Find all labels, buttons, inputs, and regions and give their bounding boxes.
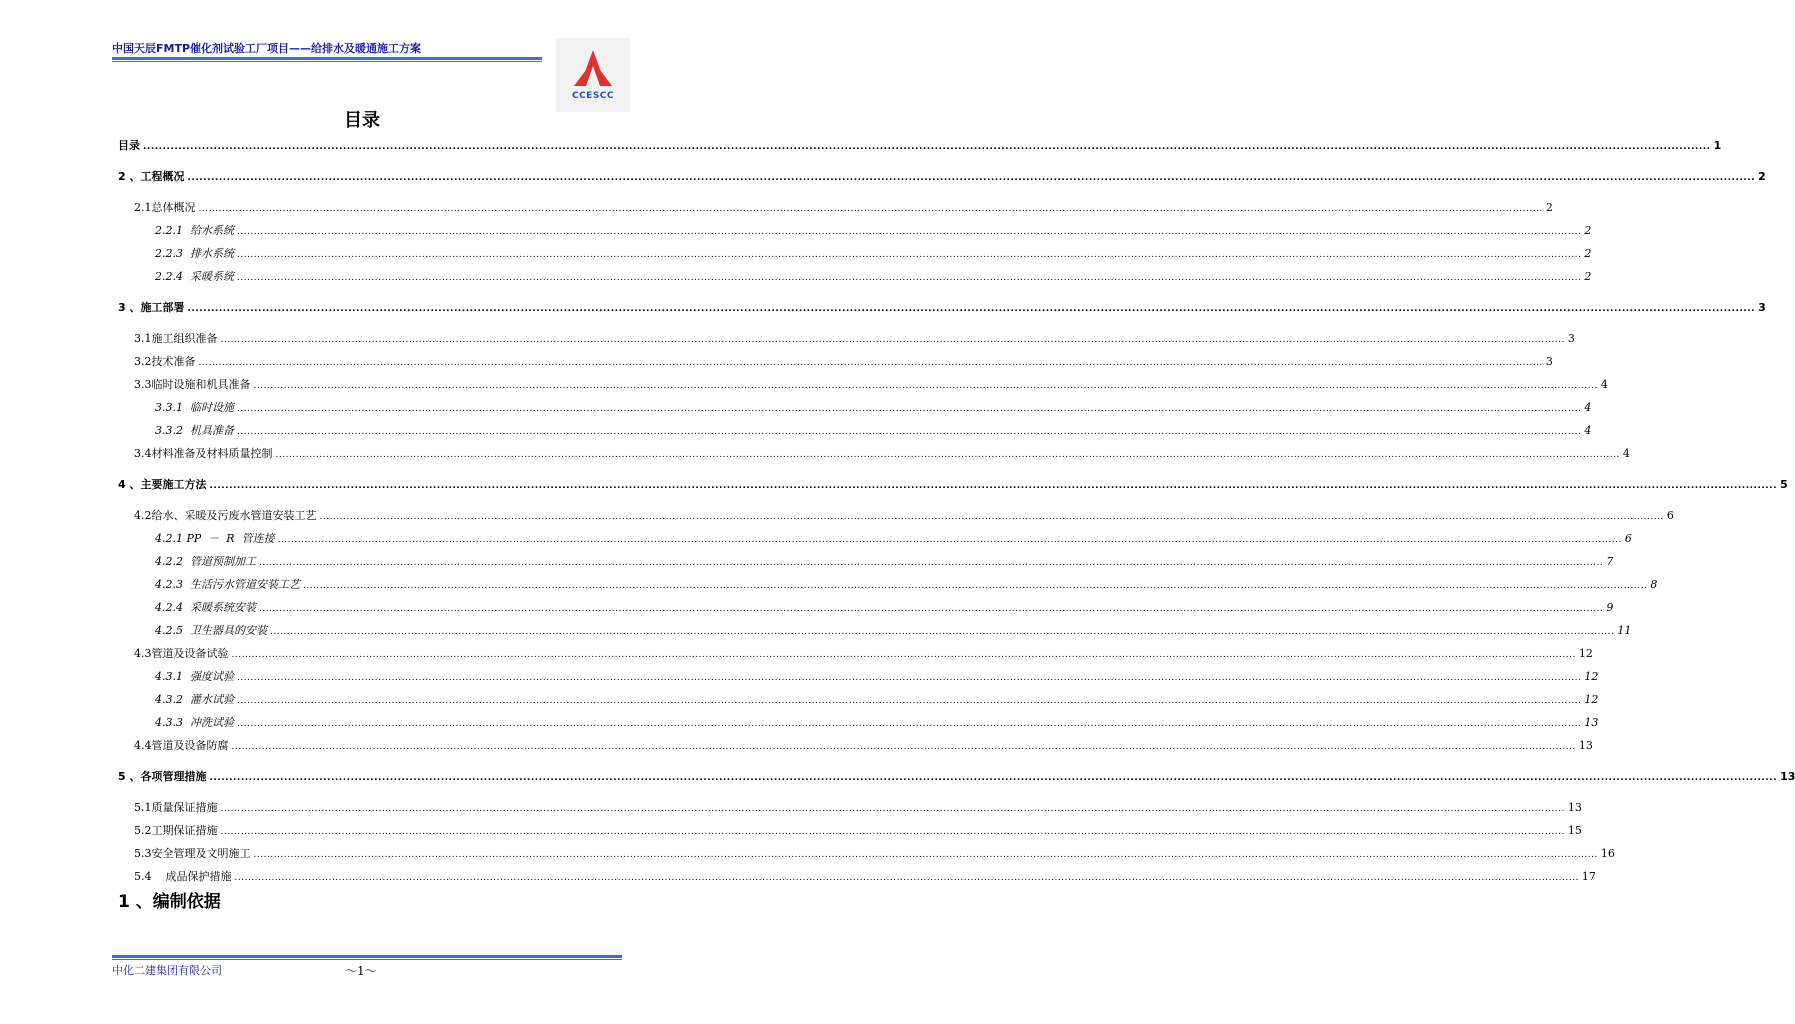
toc-entry-page: 2 bbox=[1584, 247, 1592, 260]
toc-entry[interactable] bbox=[155, 222, 1592, 240]
toc-entry-page: 3 bbox=[1545, 355, 1553, 368]
header-rule-thin bbox=[112, 61, 542, 62]
toc-entry[interactable] bbox=[134, 799, 1582, 817]
toc-leader-dots: ................................................................................................................................................................................................................................................................................................................................................................................................................ bbox=[220, 827, 1565, 837]
toc-entry[interactable] bbox=[134, 737, 1593, 755]
toc-entry[interactable] bbox=[155, 668, 1599, 686]
toc-entry-label: 3.2技术准备 bbox=[134, 355, 196, 368]
toc-entry-label: 4.4管道及设备防腐 bbox=[134, 739, 229, 752]
toc-leader-dots: ................................................................................................................................................................................................................................................................................................................................................................................................................ bbox=[236, 273, 1582, 283]
toc-entry-label: 4 、主要施工方法 bbox=[118, 478, 207, 491]
toc-entry[interactable] bbox=[118, 299, 1766, 317]
toc-leader-dots: ................................................................................................................................................................................................................................................................................................................................................................................................................ bbox=[220, 804, 1565, 814]
company-logo bbox=[556, 38, 630, 112]
toc-entry-label: 4.2.4 采暖系统安装 bbox=[155, 601, 256, 614]
toc-entry-page: 4 bbox=[1584, 424, 1592, 437]
toc-leader-dots: ................................................................................................................................................................................................................................................................................................................................................................................................................ bbox=[258, 558, 1604, 568]
toc-leader-dots: ................................................................................................................................................................................................................................................................................................................................................................................................................ bbox=[187, 304, 1756, 314]
toc-entry[interactable] bbox=[134, 868, 1596, 886]
toc-entry-page: 13 bbox=[1578, 739, 1593, 752]
toc-entry-page: 17 bbox=[1581, 870, 1596, 883]
toc-leader-dots: ................................................................................................................................................................................................................................................................................................................................................................................................................ bbox=[269, 627, 1615, 637]
toc-entry-label: 4.3.3 冲洗试验 bbox=[155, 716, 234, 729]
toc-leader-dots: ................................................................................................................................................................................................................................................................................................................................................................................................................ bbox=[236, 673, 1582, 683]
toc-entry-label: 3.3临时设施和机具准备 bbox=[134, 378, 251, 391]
toc-entry[interactable] bbox=[134, 353, 1553, 371]
toc-entry-page: 12 bbox=[1578, 647, 1593, 660]
toc-leader-dots: ................................................................................................................................................................................................................................................................................................................................................................................................................ bbox=[198, 204, 1543, 214]
toc-leader-dots: ................................................................................................................................................................................................................................................................................................................................................................................................................ bbox=[234, 873, 1579, 883]
toc-entry-page: 15 bbox=[1567, 824, 1582, 837]
footer-company: 中化二建集团有限公司 bbox=[112, 964, 222, 977]
toc-entry[interactable] bbox=[155, 576, 1658, 594]
toc-entry[interactable] bbox=[155, 691, 1599, 709]
footer-rule bbox=[112, 955, 622, 958]
toc-entry[interactable] bbox=[155, 622, 1632, 640]
toc-entry[interactable] bbox=[134, 845, 1615, 863]
toc-entry-page: 2 bbox=[1545, 201, 1553, 214]
toc-entry[interactable] bbox=[134, 445, 1630, 463]
toc-entry-page: 5 bbox=[1780, 478, 1788, 491]
toc-entry[interactable] bbox=[155, 599, 1614, 617]
toc-leader-dots: ................................................................................................................................................................................................................................................................................................................................................................................................................ bbox=[253, 850, 1598, 860]
toc-entry[interactable] bbox=[134, 822, 1582, 840]
toc-entry-label: 4.3.1 强度试验 bbox=[155, 670, 234, 683]
toc-entry-page: 16 bbox=[1600, 847, 1615, 860]
toc-entry-label: 4.2.1 PP － R 管连接 bbox=[155, 532, 275, 545]
toc-entry-page: 1 bbox=[1713, 139, 1722, 152]
toc-leader-dots: ................................................................................................................................................................................................................................................................................................................................................................................................................ bbox=[143, 142, 1711, 152]
toc-entry[interactable] bbox=[118, 168, 1766, 186]
toc-leader-dots: ................................................................................................................................................................................................................................................................................................................................................................................................................ bbox=[277, 535, 1622, 545]
toc-entry[interactable] bbox=[134, 199, 1553, 217]
toc-entry[interactable] bbox=[155, 553, 1614, 571]
toc-leader-dots: ................................................................................................................................................................................................................................................................................................................................................................................................................ bbox=[236, 227, 1582, 237]
toc-entry-page: 2 bbox=[1584, 224, 1592, 237]
toc-entry-label: 4.2给水、采暖及污废水管道安装工艺 bbox=[134, 509, 317, 522]
toc-entry-label: 2.2.3 排水系统 bbox=[155, 247, 234, 260]
toc-entry[interactable] bbox=[155, 268, 1592, 286]
toc-entry-page: 4 bbox=[1584, 401, 1592, 414]
toc-leader-dots: ................................................................................................................................................................................................................................................................................................................................................................................................................ bbox=[253, 381, 1598, 391]
toc-leader-dots: ................................................................................................................................................................................................................................................................................................................................................................................................................ bbox=[220, 335, 1565, 345]
toc-leader-dots: ................................................................................................................................................................................................................................................................................................................................................................................................................ bbox=[209, 773, 1778, 783]
toc-entry[interactable] bbox=[155, 422, 1592, 440]
toc-entry-label: 3.4材料准备及材料质量控制 bbox=[134, 447, 273, 460]
toc-entry-page: 11 bbox=[1617, 624, 1632, 637]
toc-leader-dots: ................................................................................................................................................................................................................................................................................................................................................................................................................ bbox=[236, 250, 1582, 260]
footer-page-number: ～1～ bbox=[345, 964, 377, 978]
toc-entry-label: 2.1总体概况 bbox=[134, 201, 196, 214]
toc-entry-page: 2 bbox=[1584, 270, 1592, 283]
toc-entry-page: 12 bbox=[1584, 670, 1599, 683]
toc-entry-label: 4.2.3 生活污水管道安装工艺 bbox=[155, 578, 300, 591]
toc-entry[interactable] bbox=[155, 714, 1599, 732]
toc-leader-dots: ................................................................................................................................................................................................................................................................................................................................................................................................................ bbox=[275, 450, 1620, 460]
toc-entry[interactable] bbox=[134, 507, 1674, 525]
footer-rule-thin bbox=[112, 959, 622, 960]
toc-leader-dots: ................................................................................................................................................................................................................................................................................................................................................................................................................ bbox=[236, 696, 1582, 706]
toc-title: 目录 bbox=[344, 110, 380, 131]
toc-entry-label: 3 、施工部署 bbox=[118, 301, 185, 314]
toc-leader-dots: ................................................................................................................................................................................................................................................................................................................................................................................................................ bbox=[236, 404, 1582, 414]
toc-leader-dots: ................................................................................................................................................................................................................................................................................................................................................................................................................ bbox=[236, 719, 1582, 729]
toc-leader-dots: ................................................................................................................................................................................................................................................................................................................................................................................................................ bbox=[198, 358, 1543, 368]
toc-entry-label: 3.3.2 机具准备 bbox=[155, 424, 234, 437]
toc-leader-dots: ................................................................................................................................................................................................................................................................................................................................................................................................................ bbox=[231, 650, 1576, 660]
toc-entry-page: 6 bbox=[1624, 532, 1632, 545]
toc-entry-label: 3.1施工组织准备 bbox=[134, 332, 218, 345]
toc-entry-page: 13 bbox=[1780, 770, 1795, 783]
toc-entry[interactable] bbox=[118, 137, 1722, 155]
toc-entry-page: 13 bbox=[1567, 801, 1582, 814]
toc-entry-page: 3 bbox=[1567, 332, 1575, 345]
toc-leader-dots: ................................................................................................................................................................................................................................................................................................................................................................................................................ bbox=[319, 512, 1664, 522]
toc-entry-page: 2 bbox=[1758, 170, 1766, 183]
toc-entry[interactable] bbox=[134, 376, 1608, 394]
toc-entry[interactable] bbox=[155, 245, 1592, 263]
toc-entry-page: 13 bbox=[1584, 716, 1599, 729]
header-title: 中国天辰FMTP催化剂试验工厂项目——给排水及暖通施工方案 bbox=[112, 42, 422, 55]
toc-entry-page: 4 bbox=[1600, 378, 1608, 391]
toc-entry-label: 5.1质量保证措施 bbox=[134, 801, 218, 814]
toc-entry-label: 4.3管道及设备试验 bbox=[134, 647, 229, 660]
toc-entry[interactable] bbox=[118, 768, 1795, 786]
toc-entry[interactable] bbox=[155, 399, 1592, 417]
toc-entry-label: 4.2.5 卫生器具的安装 bbox=[155, 624, 267, 637]
toc-entry-label: 2 、工程概况 bbox=[118, 170, 185, 183]
toc-leader-dots: ................................................................................................................................................................................................................................................................................................................................................................................................................ bbox=[187, 173, 1756, 183]
toc-entry-page: 3 bbox=[1758, 301, 1766, 314]
toc-leader-dots: ................................................................................................................................................................................................................................................................................................................................................................................................................ bbox=[236, 427, 1582, 437]
toc-entry-page: 4 bbox=[1622, 447, 1630, 460]
toc-entry[interactable] bbox=[118, 476, 1788, 494]
toc-leader-dots: ................................................................................................................................................................................................................................................................................................................................................................................................................ bbox=[258, 604, 1604, 614]
toc-entry-label: 5.2工期保证措施 bbox=[134, 824, 218, 837]
toc-entry-page: 7 bbox=[1606, 555, 1614, 568]
toc-entry-label: 5.3安全管理及文明施工 bbox=[134, 847, 251, 860]
toc-leader-dots: ................................................................................................................................................................................................................................................................................................................................................................................................................ bbox=[209, 481, 1778, 491]
toc-entry[interactable] bbox=[134, 330, 1575, 348]
toc-entry-page: 9 bbox=[1606, 601, 1614, 614]
toc-entry-label: 2.2.4 采暖系统 bbox=[155, 270, 234, 283]
toc-entry-label: 5.4 成品保护措施 bbox=[134, 870, 232, 883]
header-rule bbox=[112, 57, 542, 60]
toc-entry-page: 6 bbox=[1666, 509, 1674, 522]
toc-entry-label: 2.2.1 给水系统 bbox=[155, 224, 234, 237]
toc-entry-label: 4.2.2 管道预制加工 bbox=[155, 555, 256, 568]
toc-entry-page: 8 bbox=[1650, 578, 1658, 591]
section-heading: 1 、编制依据 bbox=[118, 892, 221, 912]
logo-text: CCESCC bbox=[571, 91, 615, 101]
toc-entry[interactable] bbox=[155, 530, 1632, 548]
toc-entry[interactable] bbox=[134, 645, 1593, 663]
toc-entry-label: 目录 bbox=[118, 139, 140, 152]
toc-entry-label: 4.3.2 灌水试验 bbox=[155, 693, 234, 706]
toc-leader-dots: ................................................................................................................................................................................................................................................................................................................................................................................................................ bbox=[302, 581, 1648, 591]
toc-entry-label: 5 、各项管理措施 bbox=[118, 770, 207, 783]
toc-leader-dots: ................................................................................................................................................................................................................................................................................................................................................................................................................ bbox=[231, 742, 1576, 752]
toc-entry-label: 3.3.1 临时设施 bbox=[155, 401, 234, 414]
toc-entry-page: 12 bbox=[1584, 693, 1599, 706]
